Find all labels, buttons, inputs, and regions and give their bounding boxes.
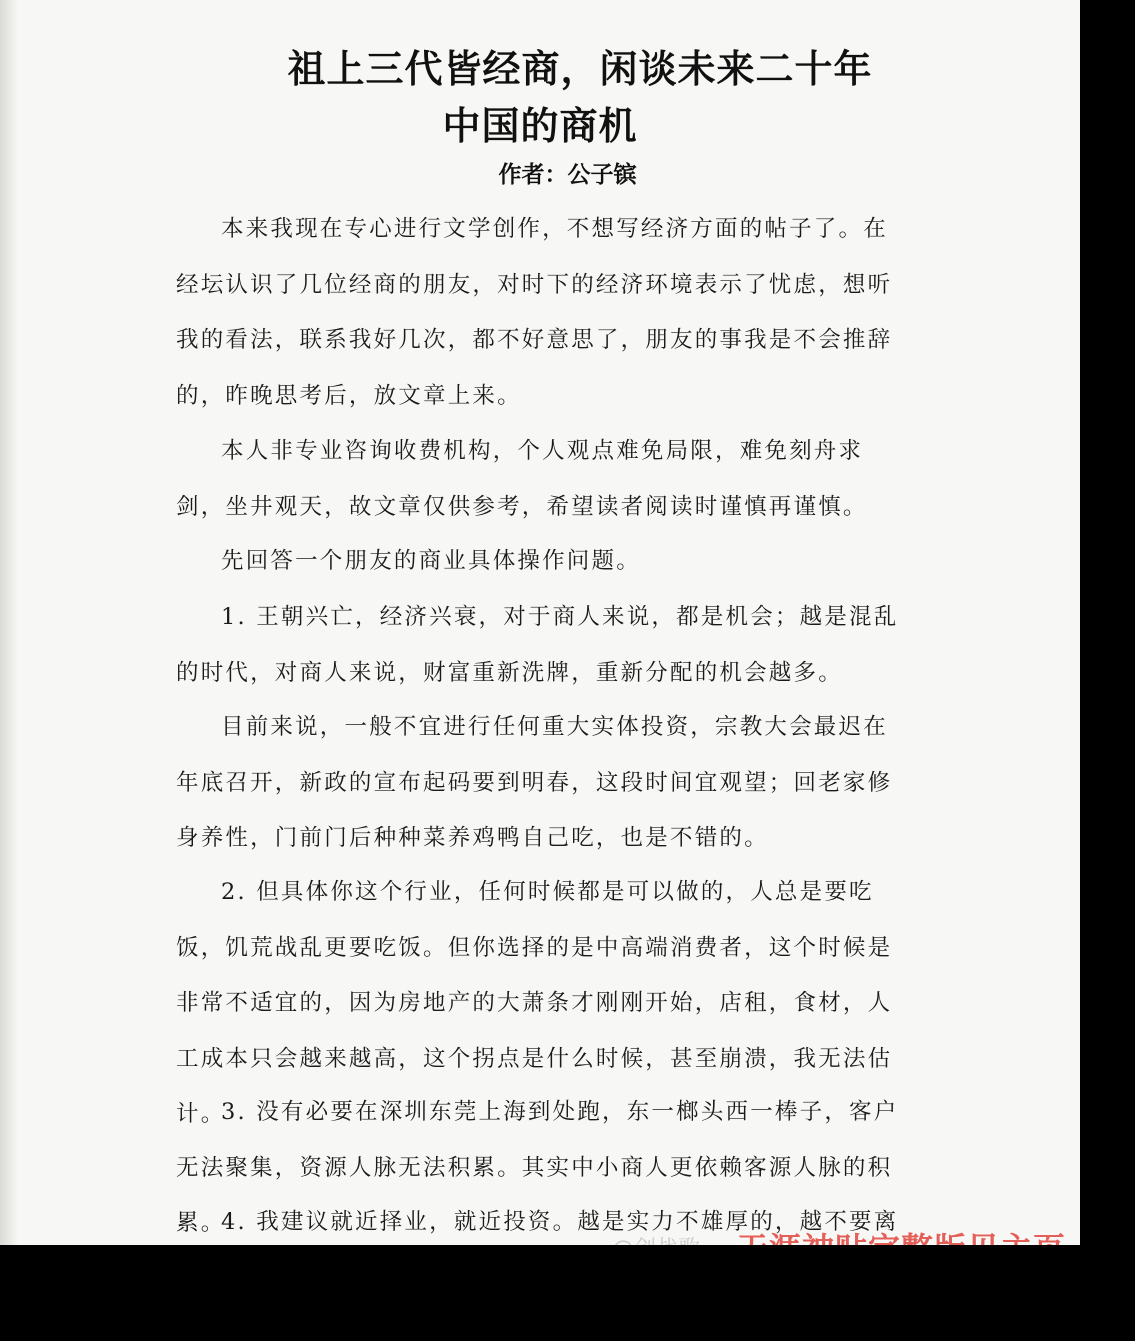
paragraph-7: 3. 没有必要在深圳东莞上海到处跑，东一榔头西一棒子，客户无法聚集，资源人脉无法积累。其实中小商人更依赖客源人脉的积累。: [176, 1099, 899, 1236]
paragraph-6: 2. 但具体你这个行业，任何时候都是可以做的，人总是要吃饭，饥荒战乱更要吃饭。但你选择的是中高端消费者，这个时候是非常不适宜的，因为房地产的大萧条才刚刚开始，店租，食材，人工成本只会越来越高，这个拐点是什么时候，甚至崩溃，我无法估计。: [176, 879, 893, 1127]
paragraph-4: 1. 王朝兴亡，经济兴衰，对于商人来说，都是机会；越是混乱的时代，对商人来说，财富重新洗牌，重新分配的机会越多。: [176, 604, 899, 686]
paragraph-5: 目前来说，一般不宜进行任何重大实体投资，宗教大会最迟在年底召开，新政的宣布起码要到明春，这段时间宜观望；回老家修身养性，门前门后种种菜养鸡鸭自己吃，也是不错的。: [176, 714, 893, 851]
paragraph-8: 4. 我建议就近择业，就近投资。越是实力不雄厚的，越不要离: [221, 1209, 899, 1235]
bottom-black-bar: [0, 1245, 1080, 1341]
document-title-line-2: 中国的商机: [442, 104, 638, 148]
paragraph-3: 先回答一个朋友的商业具体操作问题。: [221, 548, 641, 574]
document-title-line-1: 祖上三代皆经商，闲谈未来二十年: [287, 47, 873, 91]
paragraph-2: 本人非专业咨询收费机构，个人观点难免局限，难免刻舟求剑，坐井观天，故文章仅供参考，希望读者阅读时谨慎再谨慎。: [176, 438, 868, 520]
author-line: 作者：公子镔: [498, 162, 637, 188]
paragraph-1: 本来我现在专心进行文学创作，不想写经济方面的帖子了。在经坛认识了几位经商的朋友，对时下的经济环境表示了忧虑，想听我的看法，联系我好几次，都不好意思了，朋友的事我是不会推辞的，昨晚思考后，放文章上来。: [176, 216, 893, 409]
